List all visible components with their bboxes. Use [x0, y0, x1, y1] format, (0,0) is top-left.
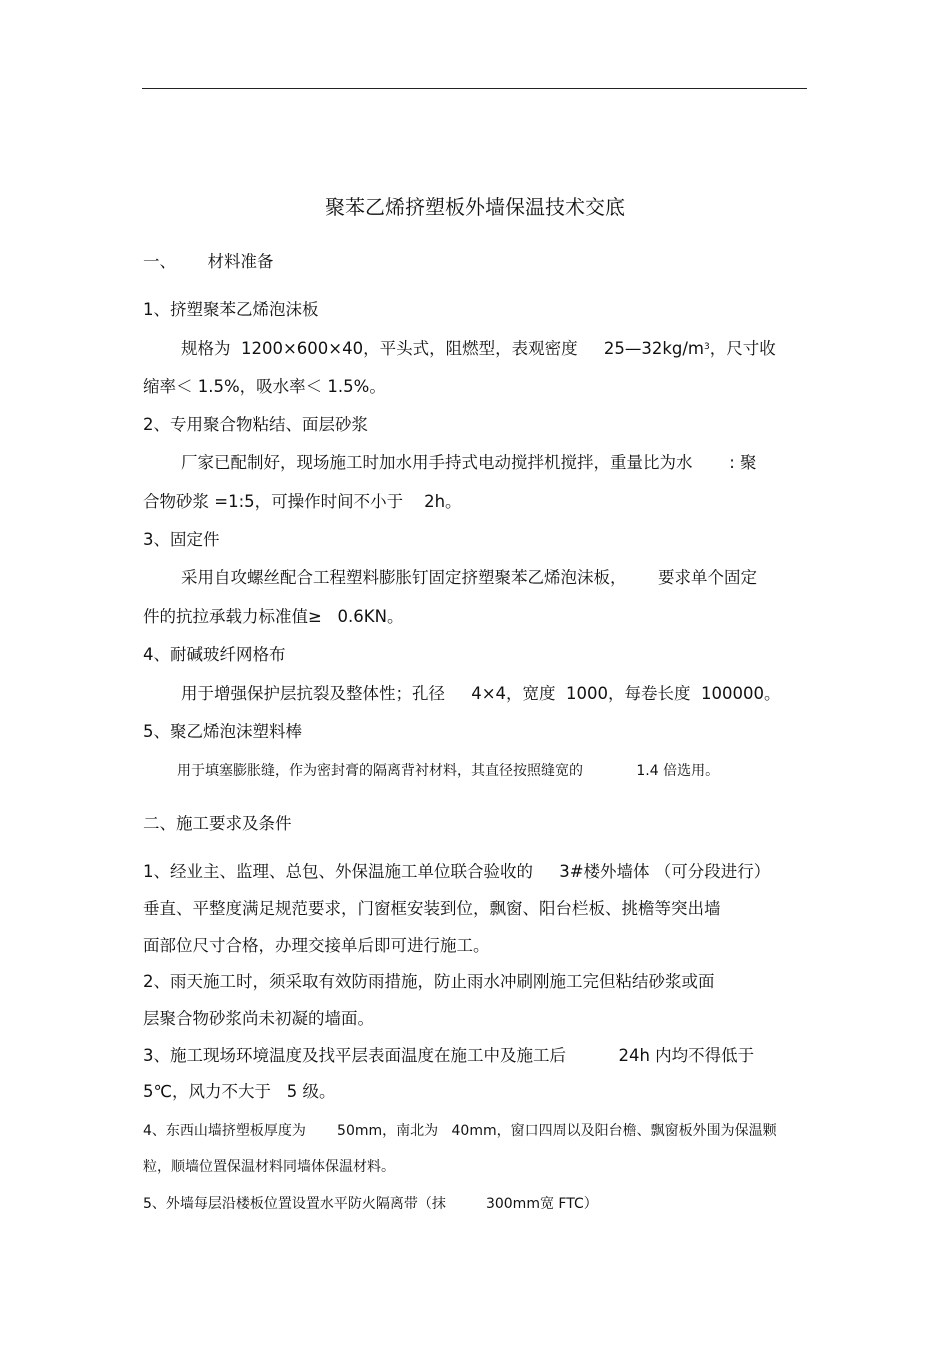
item-5-text: 用于填塞膨胀缝，作为密封膏的隔离背衬材料，其直径按照缝宽的 1.4 倍选用。	[177, 763, 720, 779]
document-title: 聚苯乙烯挤塑板外墙保温技术交底	[325, 195, 625, 219]
req-4-line-2: 粒，顺墙位置保温材料同墙体保温材料。	[143, 1159, 395, 1175]
req-5-line-1: 5、外墙每层沿楼板位置设置水平防火隔离带（抹 300mm宽 FTC）	[143, 1196, 598, 1212]
item-4-text: 用于增强保护层抗裂及整体性；孔径 4×4，宽度 1000，每卷长度 100000。	[181, 684, 781, 703]
header-rule	[142, 88, 807, 89]
req-4-line-1: 4、东西山墙挤塑板厚度为 50mm，南北为 40mm，窗口四周以及阳台檐、飘窗板外围为保温颗	[143, 1123, 777, 1139]
item-3-text-line-1: 采用自攻螺丝配合工程塑料膨胀钉固定挤塑聚苯乙烯泡沫板， 要求单个固定	[181, 568, 757, 587]
item-2-text-line-1: 厂家已配制好，现场施工时加水用手持式电动搅拌机搅拌，重量比为水 : 聚	[181, 453, 757, 472]
req-1-line-2: 垂直、平整度满足规范要求，门窗框安装到位，飘窗、阳台栏板、挑檐等突出墙	[143, 899, 721, 918]
item-1-spec-line	[181, 338, 776, 360]
item-5-heading: 5、聚乙烯泡沫塑料棒	[143, 722, 302, 741]
superscript-3: 3	[704, 342, 710, 352]
item-3-heading: 3、固定件	[143, 530, 220, 549]
item-1-spec-tail: ，尺寸收	[709, 339, 776, 358]
req-2-line-1: 2、雨天施工时，须采取有效防雨措施，防止雨水冲刷刚施工完但粘结砂浆或面	[143, 972, 715, 991]
item-1-spec-text: 规格为 1200×600×40，平头式，阻燃型，表观密度 25—32kg/m	[181, 339, 704, 358]
item-1-spec-line-2: 缩率＜ 1.5%，吸水率＜ 1.5%。	[143, 377, 386, 396]
section-1-heading: 一、 材料准备	[143, 252, 274, 271]
item-2-heading: 2、专用聚合物粘结、面层砂浆	[143, 415, 368, 434]
req-1-line-3: 面部位尺寸合格，办理交接单后即可进行施工。	[143, 936, 490, 955]
section-2-heading: 二、施工要求及条件	[143, 814, 292, 833]
item-2-text-line-2: 合物砂浆 =1:5，可操作时间不小于 2h。	[143, 492, 462, 511]
item-4-heading: 4、耐碱玻纤网格布	[143, 645, 286, 664]
req-1-line-1: 1、经业主、监理、总包、外保温施工单位联合验收的 3#楼外墙体 （可分段进行）	[143, 862, 771, 881]
item-3-text-line-2: 件的抗拉承载力标准值≥ 0.6KN。	[143, 607, 404, 626]
req-3-line-2: 5℃，风力不大于 5 级。	[143, 1082, 336, 1101]
item-1-heading: 1、挤塑聚苯乙烯泡沫板	[143, 300, 319, 319]
req-2-line-2: 层聚合物砂浆尚未初凝的墙面。	[143, 1009, 374, 1028]
req-3-line-1: 3、施工现场环境温度及找平层表面温度在施工中及施工后 24h 内均不得低于	[143, 1046, 755, 1065]
